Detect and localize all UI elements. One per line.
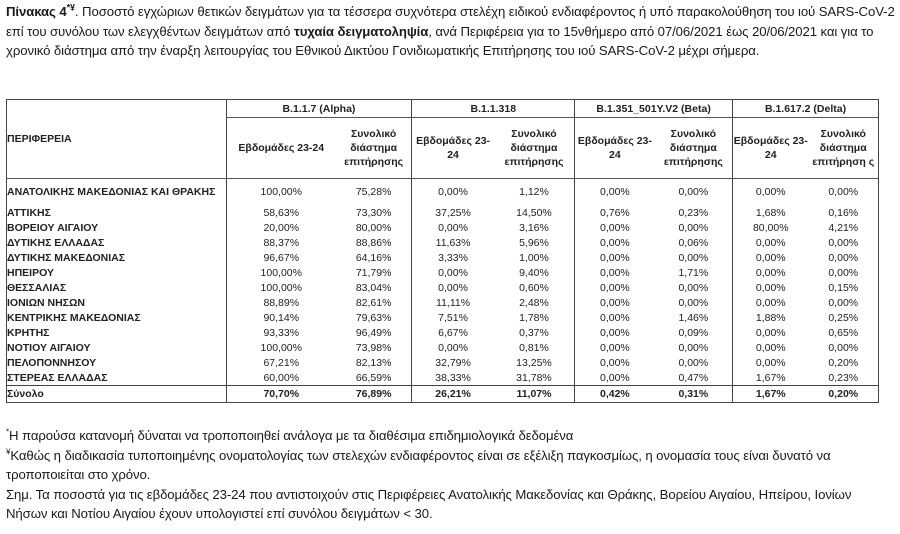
table-row	[7, 250, 879, 265]
value-weeks-23-24: 0,00%	[412, 265, 494, 280]
table-row	[7, 235, 879, 250]
value-weeks-23-24: 0,00%	[733, 250, 809, 265]
value-weeks-23-24: 0,00%	[733, 265, 809, 280]
value-weeks-23-24: 0,00%	[733, 295, 809, 310]
value-total-period: 0,00%	[678, 281, 709, 294]
footnotes	[6, 426, 896, 524]
value-weeks-23-24: 80,00%	[733, 220, 809, 235]
value-weeks-23-24: 0,00%	[733, 179, 809, 206]
value-total-period: 76,89%	[336, 386, 412, 403]
value-weeks-23-24: 3,33%	[412, 250, 494, 265]
value-weeks-23-24: 38,33%	[412, 370, 494, 386]
value-weeks-23-24: 0,00%	[575, 370, 655, 386]
value-weeks-23-24: 0,00%	[575, 265, 655, 280]
subheader-total-period: Συνολικό διάστημα επιτήρησης	[336, 118, 412, 179]
value-weeks-23-24: 0,00%	[733, 355, 809, 370]
region-name: ΑΝΑΤΟΛΙΚΗΣ ΜΑΚΕΔΟΝΙΑΣ ΚΑΙ ΘΡΑΚΗΣ	[7, 186, 216, 198]
region-name: ΝΟΤΙΟΥ ΑΙΓΑΙΟΥ	[7, 341, 91, 354]
value-weeks-23-24: 0,00%	[575, 340, 655, 355]
value-total-period: 0,23%	[828, 371, 859, 384]
region-name: Σύνολο	[7, 386, 227, 403]
variant-header-b11318: B.1.1.318	[412, 100, 575, 118]
value-weeks-23-24: 0,00%	[575, 179, 655, 206]
value-total-period: 1,00%	[519, 251, 549, 264]
value-total-period: 73,30%	[355, 206, 392, 219]
value-weeks-23-24: 11,63%	[412, 235, 494, 250]
value-weeks-23-24: 88,37%	[226, 235, 336, 250]
value-total-period: 80,00%	[355, 221, 392, 234]
value-total-period: 11,07%	[494, 386, 575, 403]
value-total-period: 5,96%	[519, 236, 549, 249]
value-total-period: 0,23%	[678, 206, 709, 219]
value-weeks-23-24: 0,00%	[733, 280, 809, 295]
value-total-period: 0,81%	[519, 341, 549, 354]
value-weeks-23-24: 96,67%	[226, 250, 336, 265]
region-column-header: ΠΕΡΙΦΕΡΕΙΑ	[7, 100, 227, 179]
table-row	[7, 280, 879, 295]
value-total-period: 0,25%	[828, 311, 859, 324]
footnote-2: ¥Καθώς η διαδικασία τυποποιημένης ονοματολογίας των στελεχών ενδιαφέροντος είναι σε εξέλιξη παγκοσμίως, η ονομασία τους είναι δυνατό να τροποποιείται στο χρόνο.	[6, 447, 831, 482]
value-weeks-23-24: 0,00%	[575, 220, 655, 235]
subheader-weeks: Εβδομάδες 23-24	[575, 118, 655, 179]
value-weeks-23-24: 26,21%	[412, 386, 494, 403]
value-weeks-23-24: 0,00%	[575, 310, 655, 325]
value-weeks-23-24: 1,67%	[733, 370, 809, 386]
value-weeks-23-24: 0,00%	[575, 355, 655, 370]
value-weeks-23-24: 0,00%	[575, 280, 655, 295]
value-weeks-23-24: 0,00%	[412, 280, 494, 295]
region-name: ΒΟΡΕΙΟΥ ΑΙΓΑΙΟΥ	[7, 221, 99, 234]
value-weeks-23-24: 70,70%	[226, 386, 336, 403]
value-total-period: 0,00%	[828, 266, 859, 279]
value-total-period: 14,50%	[516, 206, 552, 219]
value-weeks-23-24: 100,00%	[226, 179, 336, 206]
value-weeks-23-24: 58,63%	[226, 205, 336, 220]
table-row	[7, 295, 879, 310]
subheader-weeks: Εβδομάδες 23-24	[226, 118, 336, 179]
value-total-period: 0,65%	[828, 326, 859, 339]
value-weeks-23-24: 100,00%	[226, 340, 336, 355]
subheader-weeks: Εβδομάδες 23-24	[412, 118, 494, 179]
value-total-period: 96,49%	[355, 326, 392, 339]
value-total-period: 0,09%	[678, 326, 709, 339]
value-weeks-23-24: 20,00%	[226, 220, 336, 235]
footnote-1: *Η παρούσα κατανομή δύναται να τροποποιηθεί ανάλογα με τα διαθέσιμα επιδημιολογικά δεδομένα	[6, 427, 574, 443]
value-total-period: 79,63%	[355, 311, 392, 324]
value-weeks-23-24: 100,00%	[226, 265, 336, 280]
value-total-period: 0,60%	[519, 281, 549, 294]
value-total-period: 0,00%	[678, 186, 709, 198]
region-name: ΔΥΤΙΚΗΣ ΕΛΛΑΔΑΣ	[7, 236, 105, 249]
value-total-period: 64,16%	[355, 251, 392, 264]
value-weeks-23-24: 37,25%	[412, 205, 494, 220]
region-name: ΠΕΛΟΠΟΝΝΗΣΟΥ	[7, 356, 97, 369]
value-total-period: 0,15%	[828, 281, 859, 294]
value-total-period: 75,28%	[355, 186, 392, 198]
value-weeks-23-24: 0,00%	[575, 235, 655, 250]
region-name: ΗΠΕΙΡΟΥ	[7, 266, 54, 279]
value-weeks-23-24: 0,00%	[575, 295, 655, 310]
subheader-total-period: Συνολικό διάστημα επιτήρηση ς	[808, 118, 878, 179]
caption-emphasis: τυχαία δειγματοληψία	[293, 23, 429, 39]
value-weeks-23-24: 0,00%	[412, 179, 494, 206]
value-total-period: 3,16%	[519, 221, 549, 234]
value-total-period: 0,16%	[828, 206, 859, 219]
table-body	[7, 179, 879, 403]
value-weeks-23-24: 0,76%	[575, 205, 655, 220]
value-weeks-23-24: 1,88%	[733, 310, 809, 325]
table-caption	[6, 2, 896, 61]
value-weeks-23-24: 7,51%	[412, 310, 494, 325]
variant-header-delta: B.1.617.2 (Delta)	[733, 100, 879, 118]
value-weeks-23-24: 67,21%	[226, 355, 336, 370]
table-row	[7, 355, 879, 370]
region-name: ΚΕΝΤΡΙΚΗΣ ΜΑΚΕΔΟΝΙΑΣ	[7, 311, 141, 324]
table-row	[7, 325, 879, 340]
value-total-period: 1,12%	[519, 186, 549, 198]
value-weeks-23-24: 1,68%	[733, 205, 809, 220]
value-weeks-23-24: 1,67%	[733, 386, 809, 403]
subheader-total-period: Συνολικό διάστημα επιτήρησης	[655, 118, 733, 179]
value-total-period: 71,79%	[355, 266, 392, 279]
value-weeks-23-24: 0,00%	[412, 220, 494, 235]
table-row	[7, 265, 879, 280]
variants-table	[6, 99, 879, 403]
value-weeks-23-24: 0,00%	[733, 235, 809, 250]
value-total-period: 88,86%	[355, 236, 392, 249]
value-total-period: 0,00%	[828, 296, 859, 309]
value-weeks-23-24: 0,42%	[575, 386, 655, 403]
variant-header-alpha: B.1.1.7 (Alpha)	[226, 100, 412, 118]
value-weeks-23-24: 93,33%	[226, 325, 336, 340]
subheader-total-period: Συνολικό διάστημα επιτήρησης	[494, 118, 575, 179]
value-total-period: 0,00%	[678, 341, 709, 354]
value-total-period: 13,25%	[516, 356, 552, 369]
region-name: ΙΟΝΙΩΝ ΝΗΣΩΝ	[7, 296, 85, 309]
value-weeks-23-24: 32,79%	[412, 355, 494, 370]
value-total-period: 4,21%	[828, 221, 859, 234]
region-name: ΘΕΣΣΑΛΙΑΣ	[7, 281, 67, 294]
value-total-period: 73,98%	[355, 341, 392, 354]
region-name: ΣΤΕΡΕΑΣ ΕΛΛΑΔΑΣ	[7, 371, 108, 384]
region-name: ΔΥΤΙΚΗΣ ΜΑΚΕΔΟΝΙΑΣ	[7, 251, 126, 264]
value-total-period: 1,71%	[678, 266, 709, 279]
value-total-period: 82,13%	[355, 356, 392, 369]
caption-text-cont: , ανά Περιφέρεια για το 15νθήμερο από 07/06/2021 έως 20/06/2021 και για το χρονικό διάστημα από την έναρξη λειτουργίας του Εθνικού Δικτύου Γονιδιωματικής Επιτήρησης του ιού SARS-CoV-2 μέχρι σήμερα.	[6, 23, 874, 58]
region-name: ΑΤΤΙΚΗΣ	[7, 206, 51, 219]
value-weeks-23-24: 60,00%	[226, 370, 336, 386]
value-total-period: 9,40%	[519, 266, 549, 279]
table-row	[7, 340, 879, 355]
region-name: ΚΡΗΤΗΣ	[7, 326, 50, 339]
value-weeks-23-24: 0,00%	[733, 340, 809, 355]
value-weeks-23-24: 88,89%	[226, 295, 336, 310]
value-total-period: 31,78%	[516, 371, 552, 384]
value-weeks-23-24: 0,00%	[412, 340, 494, 355]
variant-header-row	[7, 100, 879, 118]
value-total-period: 0,00%	[678, 221, 709, 234]
value-total-period: 1,46%	[678, 311, 709, 324]
value-weeks-23-24: 0,00%	[733, 325, 809, 340]
value-total-period: 66,59%	[355, 371, 392, 384]
footnote-note: Σημ. Τα ποσοστά για τις εβδομάδες 23-24 που αντιστοιχούν στις Περιφέρειες Ανατολικής Μακεδονίας και Θράκης, Βορείου Αιγαίου, Ηπείρου, Ιονίων Νήσων και Νοτίου Αιγαίου έχουν υπολογιστεί επί συνόλου δειγμάτων < 30.	[6, 486, 852, 521]
value-weeks-23-24: 0,00%	[575, 325, 655, 340]
value-total-period: 0,00%	[678, 356, 709, 369]
value-total-period: 0,00%	[828, 251, 859, 264]
value-total-period: 0,00%	[828, 341, 859, 354]
table-row	[7, 205, 879, 220]
value-weeks-23-24: 6,67%	[412, 325, 494, 340]
table-row	[7, 310, 879, 325]
value-total-period: 0,37%	[519, 326, 549, 339]
value-total-period: 1,78%	[519, 311, 549, 324]
value-total-period: 0,00%	[828, 236, 859, 249]
value-total-period: 0,00%	[828, 186, 859, 198]
caption-label: Πίνακας 4*¥	[6, 2, 75, 19]
variant-header-beta: B.1.351_501Y.V2 (Beta)	[575, 100, 733, 118]
value-weeks-23-24: 11,11%	[412, 295, 494, 310]
value-weeks-23-24: 100,00%	[226, 280, 336, 295]
value-total-period: 0,31%	[655, 386, 733, 403]
value-total-period: 0,20%	[808, 386, 878, 403]
value-total-period: 82,61%	[355, 296, 392, 309]
total-row	[7, 386, 879, 403]
value-total-period: 83,04%	[355, 281, 392, 294]
table-row	[7, 370, 879, 386]
value-weeks-23-24: 0,00%	[575, 250, 655, 265]
value-total-period: 0,20%	[828, 356, 859, 369]
value-total-period: 0,47%	[678, 371, 709, 384]
caption-text: . Ποσοστό εγχώριων θετικών δειγμάτων για τα τέσσερα συχνότερα στελέχη ειδικού ενδιαφέροντος ή υπό παρακολούθηση του ιού SARS-CoV-2 επί του συνόλου των ελεγχθέντων δειγμάτων από	[6, 4, 895, 39]
value-total-period: 0,00%	[678, 296, 709, 309]
value-total-period: 0,06%	[678, 236, 709, 249]
table-row	[7, 220, 879, 235]
value-total-period: 0,00%	[678, 251, 709, 264]
table-row	[7, 179, 879, 206]
value-total-period: 2,48%	[519, 296, 549, 309]
value-weeks-23-24: 90,14%	[226, 310, 336, 325]
subheader-weeks: Εβδομάδες 23-24	[733, 118, 809, 179]
